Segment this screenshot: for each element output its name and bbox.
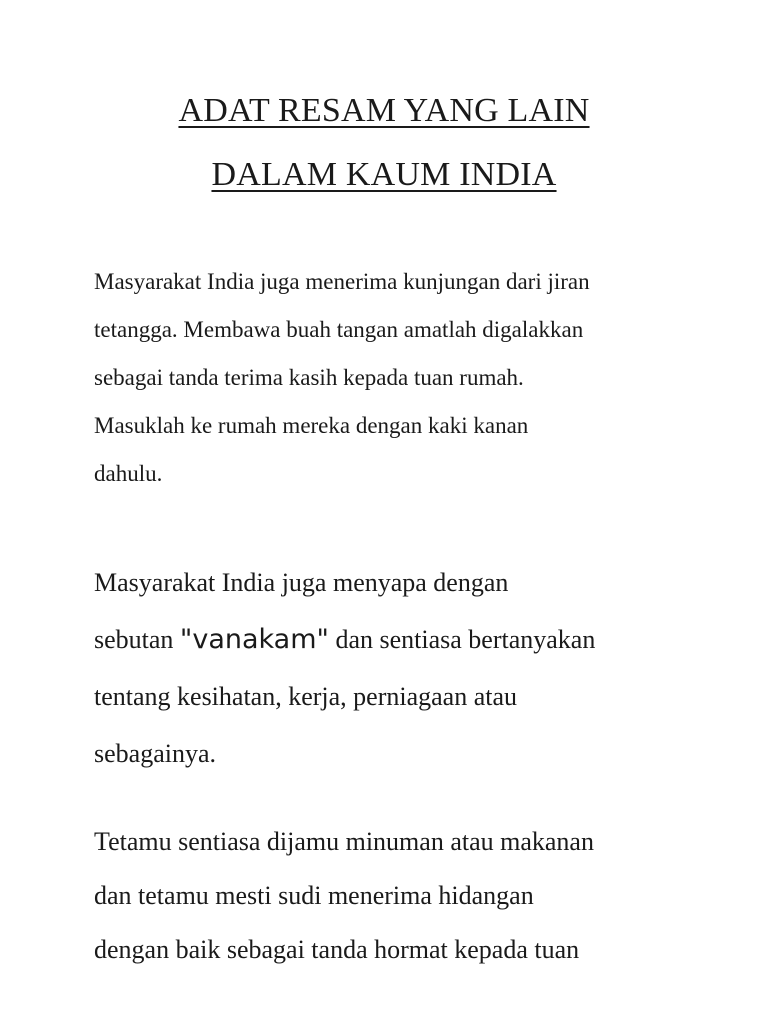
paragraph-3-line-3: dengan baik sebagai tanda hormat kepada tuan <box>94 935 580 964</box>
paragraph-3-line-2: dan tetamu mesti sudi menerima hidangan <box>94 881 534 910</box>
paragraph-1-line-5: dahulu. <box>94 461 163 486</box>
paragraph-2-line-1: Masyarakat India juga menyapa dengan <box>94 568 509 597</box>
paragraph-2-line-4: sebagainya. <box>94 739 217 768</box>
paragraph-1-line-3: sebagai tanda terima kasih kepada tuan rumah. <box>94 365 524 390</box>
title-line-2: DALAM KAUM INDIA <box>211 156 557 193</box>
paragraph-1 <box>94 258 734 498</box>
paragraph-1-line-2: tetangga. Membawa buah tangan amatlah digalakkan <box>94 317 584 342</box>
paragraph-2-line-2 <box>94 611 734 668</box>
vanakam-word: "vanakam" <box>179 624 329 655</box>
paragraph-2 <box>94 554 734 782</box>
paragraph-2-line-2-after: dan sentiasa bertanyakan <box>328 625 596 654</box>
paragraph-3 <box>94 815 734 977</box>
paragraph-3-line-1: Tetamu sentiasa dijamu minuman atau makanan <box>94 827 594 856</box>
paragraph-1-line-1: Masyarakat India juga menerima kunjungan dari jiran <box>94 269 590 294</box>
paragraph-2-line-2-before: sebutan <box>94 625 180 654</box>
paragraph-1-line-4: Masuklah ke rumah mereka dengan kaki kanan <box>94 413 529 438</box>
paragraph-2-line-3: tentang kesihatan, kerja, perniagaan atau <box>94 682 518 711</box>
title-line-1: ADAT RESAM YANG LAIN <box>178 92 590 129</box>
